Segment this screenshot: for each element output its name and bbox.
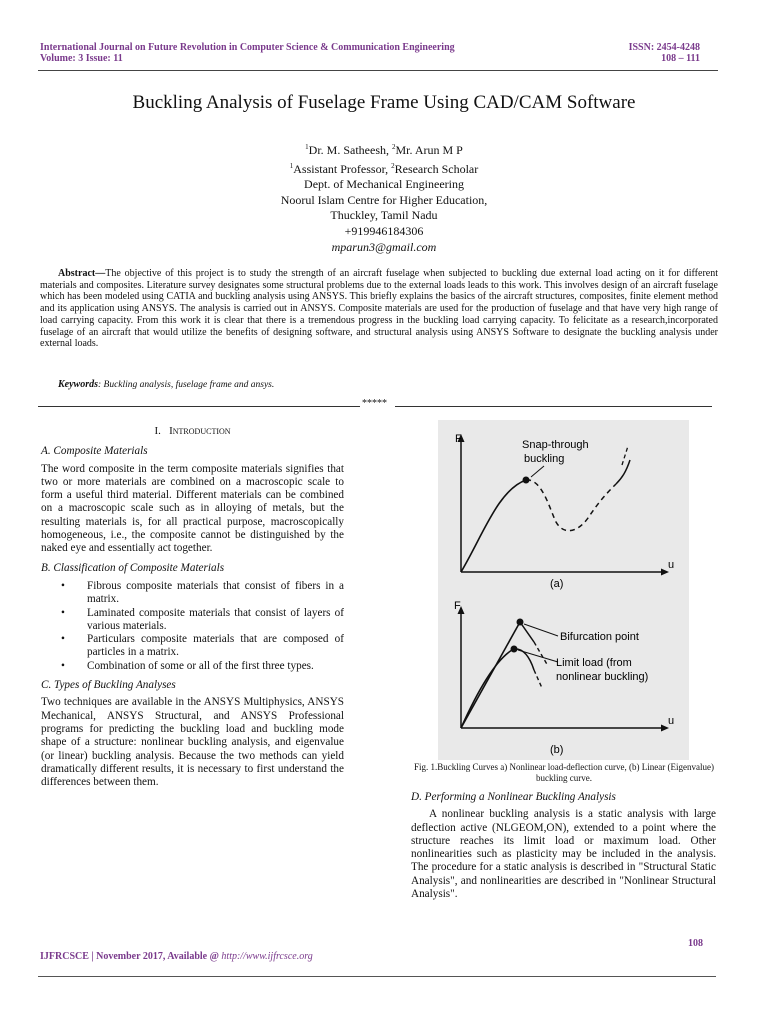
section-introduction-heading: I. Introduction [154, 425, 231, 437]
list-item: • Particulars composite materials that are composed of particles in a matrix. [61, 633, 344, 659]
classification-list [41, 580, 344, 673]
right-column [411, 791, 716, 901]
keywords-label: Keywords [58, 379, 98, 390]
panel-a-label-buckling: buckling [524, 453, 565, 465]
paper-title: Buckling Analysis of Fuselage Frame Using CAD/CAM Software [132, 92, 636, 113]
panel-a-label-snap: Snap-through [522, 439, 589, 451]
author-phone: +919946184306 [344, 223, 424, 238]
author-2: Mr. Arun M P [395, 143, 463, 157]
author-email[interactable]: mparun3@gmail.com [331, 239, 437, 254]
panel-a-axis-f: F [455, 433, 462, 445]
author-role-2: Research Scholar [394, 161, 479, 176]
author-city: Thuckley, Tamil Nadu [330, 208, 438, 223]
subsection-d-heading: D. Performing a Nonlinear Buckling Analysis [411, 791, 616, 803]
subsection-a-heading: A. Composite Materials [41, 445, 148, 458]
list-item: • Laminated composite materials that consist of layers of various materials. [61, 606, 344, 632]
paragraph-buckling-analyses: Two techniques are available in the ANSYS Multiphysics, ANSYS Mechanical, ANSYS Structural, and ANSYS Professional programs for predicting the buckling load and buckling mode shape of a structure: nonlinear buckling analysis, and eigenvalue (or linear) buckling analysis. Because the two methods can yield dramatically different results, it is necessary to first understand the differences between them. [41, 696, 344, 789]
buckling-curves-figure [438, 420, 689, 760]
journal-volume: Volume: 3 Issue: 11 [40, 53, 123, 64]
panel-b-tag: (b) [550, 744, 564, 756]
journal-pages: 108 – 111 [661, 53, 700, 64]
footer-rule [38, 976, 716, 977]
header-rule [38, 70, 718, 71]
author-role-1: Assistant Professor, [293, 161, 392, 176]
page-footer: IJFRCSCE | November 2017, Available @ http://www.ijfrcsce.org [40, 951, 313, 962]
paragraph-nonlinear-analysis: A nonlinear buckling analysis is a static analysis with large deflection active (NLGEOM,ON), extended to a point where the structure reaches its limit load or maximum load. Other nonlinearities such as plasticity may be included in the analysis. The procedure for a static analysis is described in "Structural Static Analysis", and nonlinearities are described in "Nonlinear Structural Analysis". [411, 808, 716, 901]
panel-b-label-limit: Limit load (from [556, 657, 632, 669]
abstract-text: The objective of this project is to study the strength of an aircraft fuselage when subjected to buckling due external load acting on it for different materials and composites. Literature survey designates some structural problems due to the external loads leads to this work. This involves design of an aircraft fuselage which has been modeled using CATIA and buckling analysis using ANSYS. This briefly explains the basics of the aircraft structures, composites, finite element method and its application using ANSYS. The analysis is carried out in ANSYS. Composite materials are used for the production of fuselage and that have very high range of load carrying capacity. From this work it is clear that there is a tremendous progress in the buckling load carrying capacity. To felicitate as a research,incorporated fuselage of an aircraft that would utilize the benefits of designing software, and structural analysis using ANSYS Software to designate the buckling analysis under external loads. [40, 268, 718, 350]
figure-caption: Fig. 1.Buckling Curves a) Nonlinear load-deflection curve, (b) Linear (Eigenvalue) buckling curve. [414, 762, 714, 783]
abstract-label: Abstract— [58, 268, 106, 279]
panel-a-axis-u: u [668, 559, 675, 571]
journal-issn: ISSN: 2454-4248 [628, 42, 700, 53]
subsection-c-heading: C. Types of Buckling Analyses [41, 679, 176, 692]
figure-panel-b [454, 600, 674, 756]
subsection-b-heading: B. Classification of Composite Materials [41, 561, 225, 574]
figure-panel-a [455, 433, 674, 590]
keywords-text: : Buckling analysis, fuselage frame and ansys. [98, 380, 275, 390]
paragraph-composite-materials: The word composite in the term composite materials signifies that two or more materials are combined on a macroscopic scale to form a useful third material. Different materials can be combined on a macroscopic scale such as in alloying of metals, but the resulting materials is, for all practical purpose, macroscopically homogeneous, i.e., the composite cannot be distinguished by the naked eye and essentially act together. [41, 462, 344, 555]
author-1: Dr. M. Satheesh, [308, 143, 392, 157]
separator-stars: ***** [362, 398, 387, 409]
journal-name: International Journal on Future Revolution in Computer Science & Communication Engineering [40, 42, 455, 53]
panel-b-label-bifurcation: Bifurcation point [560, 631, 639, 643]
keywords [58, 379, 274, 390]
panel-b-axis-f: F [454, 600, 461, 612]
list-item: • Fibrous composite materials that consist of fibers in a matrix. [61, 579, 344, 606]
panel-b-label-nonlinear: nonlinear buckling) [556, 671, 649, 683]
abstract [40, 268, 718, 350]
footer-link[interactable]: http://www.ijfrcsce.org [221, 951, 313, 962]
list-item: • Combination of some or all of the first three types. [61, 659, 314, 672]
panel-a-tag: (a) [550, 578, 564, 590]
panel-b-axis-u: u [668, 715, 675, 727]
author-block: $^1$Dr. M. Satheesh, $^2$Mr. Arun M P $^1$Assistant Professor, $^2$Research Scholar Dept. of Mechanical Engineering Noorul Islam Centre for Higher Education, Thuckley, Tamil Nadu +919946184306 mparun3@gmail.com [0, 140, 768, 255]
author-dept: Dept. of Mechanical Engineering [304, 177, 464, 192]
page-number: 108 [688, 938, 703, 949]
left-column [41, 425, 344, 789]
author-institute: Noorul Islam Centre for Higher Education, [280, 192, 488, 207]
